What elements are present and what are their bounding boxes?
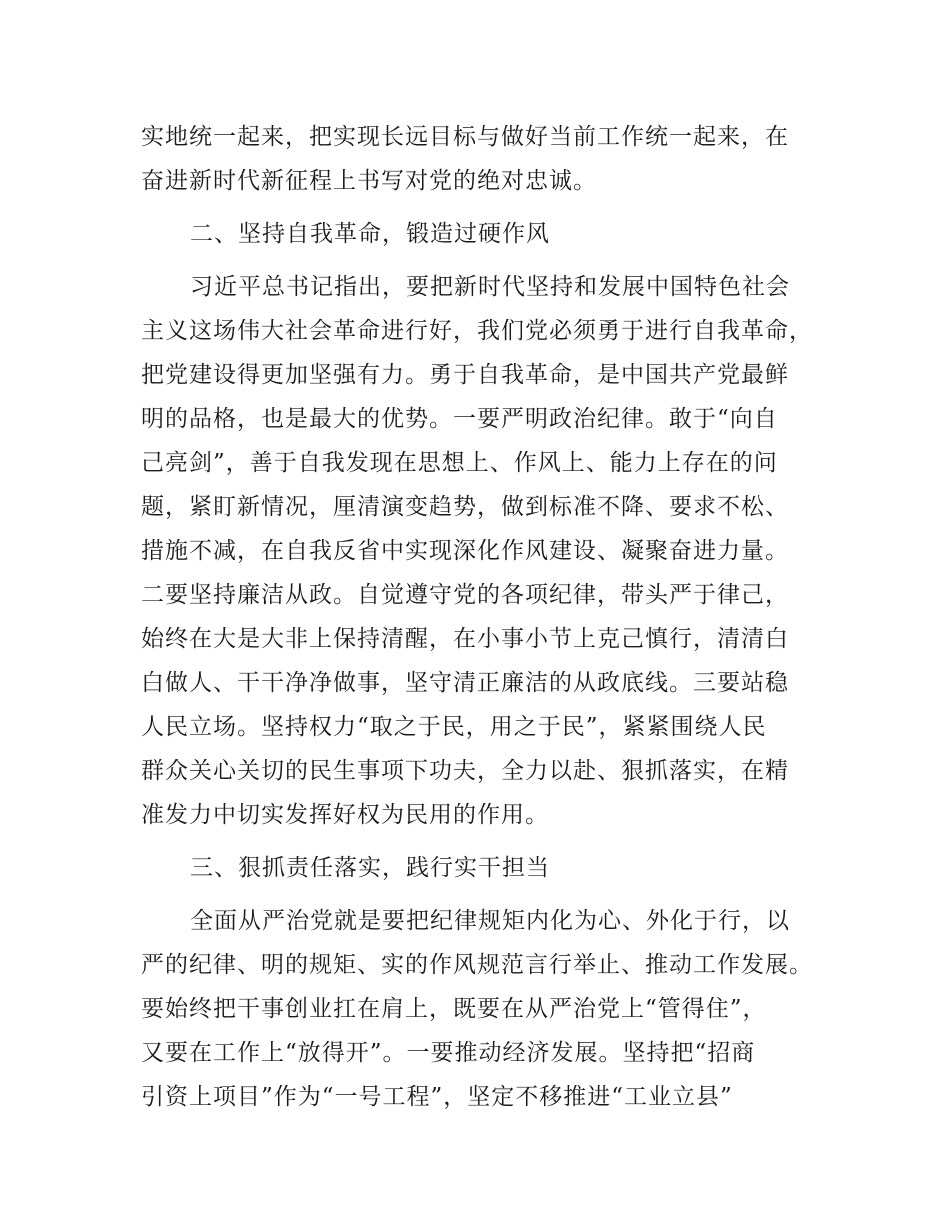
paragraph-line: 主义这场伟大社会革命进行好，我们党必须勇于进行自我革命， — [141, 318, 813, 344]
section-heading: 二、坚持自我革命，锻造过硬作风 — [190, 221, 550, 247]
paragraph-line: 准发力中切实发挥好权为民用的作用。 — [141, 802, 549, 828]
paragraph-line: 二要坚持廉洁从政。自觉遵守党的各项纪律，带头严于律己， — [141, 582, 789, 608]
paragraph-line: 题，紧盯新情况，厘清演变趋势，做到标准不降、要求不松、 — [141, 494, 789, 520]
paragraph-line: 群众关心关切的民生事项下功夫，全力以赴、狠抓落实，在精 — [141, 758, 789, 784]
paragraph-line: 白做人、干干净净做事，坚守清正廉洁的从政底线。三要站稳 — [141, 670, 789, 696]
paragraph-line: 严的纪律、明的规矩、实的作风规范言行举止、推动工作发展。 — [141, 952, 813, 978]
paragraph-line: 措施不减，在自我反省中实现深化作风建设、凝聚奋进力量。 — [141, 538, 789, 564]
paragraph-line: 把党建设得更加坚强有力。勇于自我革命，是中国共产党最鲜 — [141, 362, 789, 388]
paragraph-line: 明的品格，也是最大的优势。一要严明政治纪律。敢于“向自 — [141, 406, 778, 432]
paragraph-line: 己亮剑”，善于自我发现在思想上、作风上、能力上存在的问 — [141, 450, 778, 476]
paragraph-line: 实地统一起来，把实现长远目标与做好当前工作统一起来，在 — [141, 124, 789, 150]
document-body — [141, 115, 821, 1119]
paragraph-line: 要始终把干事创业扛在肩上，既要在从严治党上“管得住”， — [141, 996, 767, 1022]
paragraph-line: 引资上项目”作为“一号工程”，坚定不移推进“工业立县” — [141, 1084, 733, 1110]
paragraph-line: 全面从严治党就是要把纪律规矩内化为心、外化于行，以 — [190, 908, 790, 934]
paragraph-line: 习近平总书记指出，要把新时代坚持和发展中国特色社会 — [190, 274, 790, 300]
paragraph-line: 又要在工作上“放得开”。一要推动经济发展。坚持把“招商 — [141, 1040, 756, 1066]
section-heading: 三、狠抓责任落实，践行实干担当 — [190, 855, 550, 881]
paragraph-line: 始终在大是大非上保持清醒，在小事小节上克己慎行，清清白 — [141, 626, 789, 652]
paragraph-line: 奋进新时代新征程上书写对党的绝对忠诚。 — [141, 168, 597, 194]
paragraph-line: 人民立场。坚持权力“取之于民，用之于民”，紧紧围绕人民 — [141, 714, 767, 740]
